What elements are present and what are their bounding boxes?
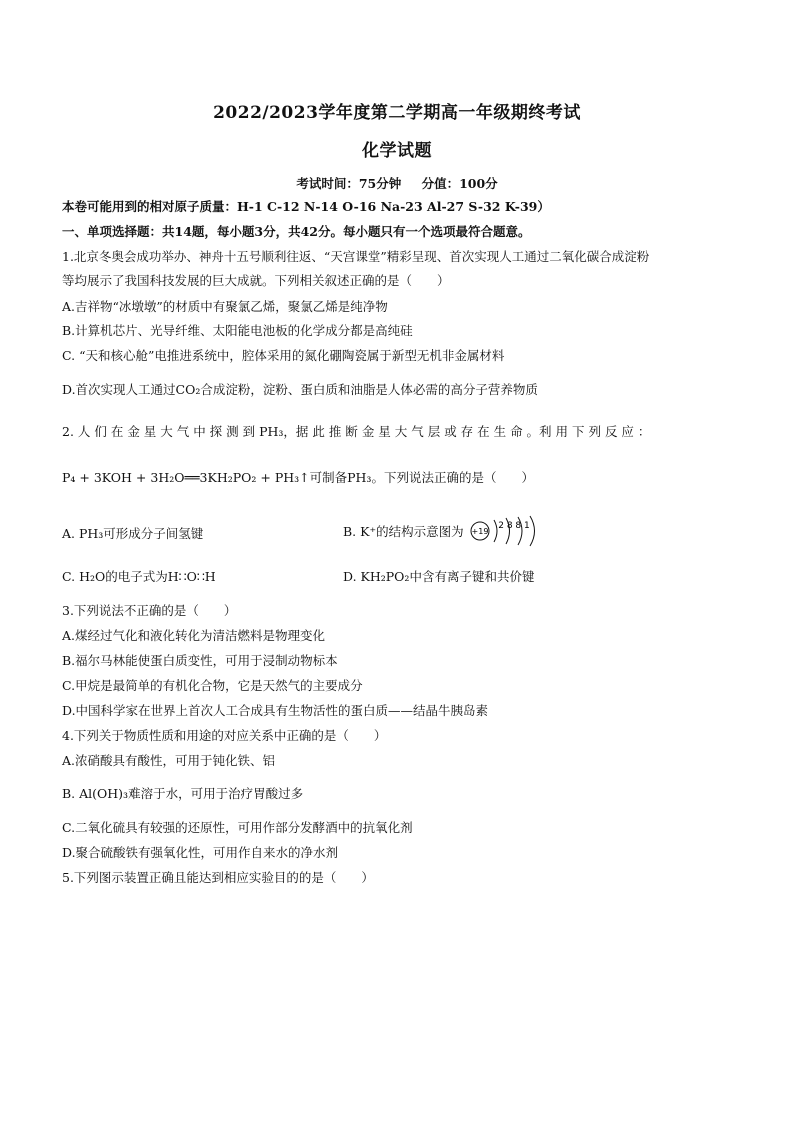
q3-stem: 3.下列说法不正确的是（ ）	[62, 603, 237, 618]
q2-option-b	[343, 514, 548, 548]
q3-option-a: A.煤经过气化和液化转化为清洁燃料是物理变化	[62, 628, 326, 643]
q2-stem-1: 2. 人 们 在 金 星 大 气 中 探 测 到 PH₃，据 此 推 断 金 星 大 气 层 或 存 在 生 命 。利 用 下 列 反 应 ：	[62, 424, 651, 439]
q2-option-a: A. PH₃可形成分子间氢键	[62, 526, 204, 541]
q4-option-d: D.聚合硫酸铁有强氧化性，可用作自来水的净水剂	[62, 845, 339, 860]
section-title: 一、单项选择题：共14题，每小题3分，共42分。每小题只有一个选项最符合题意。	[62, 224, 531, 239]
q1-option-a: A.吉祥物“冰墩墩”的材质中有聚氯乙烯，聚氯乙烯是纯净物	[62, 299, 388, 314]
q2-option-c: C. H₂O的电子式为H∷O∷H	[62, 569, 216, 584]
q1-option-d: D.首次实现人工通过CO₂合成淀粉，淀粉、蛋白质和油脂是人体必需的高分子营养物质	[62, 382, 538, 397]
q4-stem: 4.下列关于物质性质和用途的对应关系中正确的是（ ）	[62, 728, 387, 743]
atomic-mass-note: 本卷可能用到的相对原子质量：H-1 C-12 N-14 O-16 Na-23 Al-27 S-32 K-39）	[62, 199, 550, 214]
exam-score: 分值：100分	[421, 176, 498, 191]
q4-option-c: C.二氧化硫具有较强的还原性，可用作部分发酵酒中的抗氧化剂	[62, 820, 413, 835]
k-ion-structure-diagram	[468, 514, 548, 548]
shell-electrons: 2 8 8 1	[497, 521, 530, 531]
q2-option-b-text: B. K⁺的结构示意图为	[343, 524, 464, 539]
exam-title: 2022/2023学年度第二学期高一年级期终考试	[213, 103, 581, 123]
q3-option-b: B.福尔马林能使蛋白质变性，可用于浸制动物标本	[62, 653, 338, 668]
q1-stem-1: 1.北京冬奥会成功举办、神舟十五号顺利往返、“天宫课堂”精彩呈现、首次实现人工通过二氧化碳合成淀粉	[62, 249, 650, 264]
exam-time: 考试时间：75分钟	[296, 176, 402, 191]
q3-option-d: D.中国科学家在世界上首次人工合成具有生物活性的蛋白质——结晶牛胰岛素	[62, 703, 489, 718]
q1-option-b: B.计算机芯片、光导纤维、太阳能电池板的化学成分都是高纯硅	[62, 323, 413, 338]
q2-option-d: D. KH₂PO₂中含有离子键和共价键	[343, 569, 535, 584]
subject-title: 化学试题	[362, 141, 432, 161]
q1-option-c: C. “天和核心舱”电推进系统中，腔体采用的氮化硼陶瓷属于新型无机非金属材料	[62, 348, 505, 363]
nucleus-label: +19	[471, 527, 489, 536]
q3-option-c: C.甲烷是最简单的有机化合物，它是天然气的主要成分	[62, 678, 363, 693]
q4-option-a: A.浓硝酸具有酸性，可用于钝化铁、铝	[62, 753, 276, 768]
q2-equation: P₄ + 3KOH + 3H₂O══3KH₂PO₂ + PH₃↑可制备PH₃。下列说法正确的是（ ）	[62, 470, 534, 485]
q4-option-b: B. Al(OH)₃难溶于水，可用于治疗胃酸过多	[62, 786, 304, 801]
q5-stem: 5.下列图示装置正确且能达到相应实验目的的是（ ）	[62, 870, 374, 885]
exam-meta	[0, 174, 794, 192]
q1-stem-2: 等均展示了我国科技发展的巨大成就。下列相关叙述正确的是（ ）	[62, 273, 450, 288]
